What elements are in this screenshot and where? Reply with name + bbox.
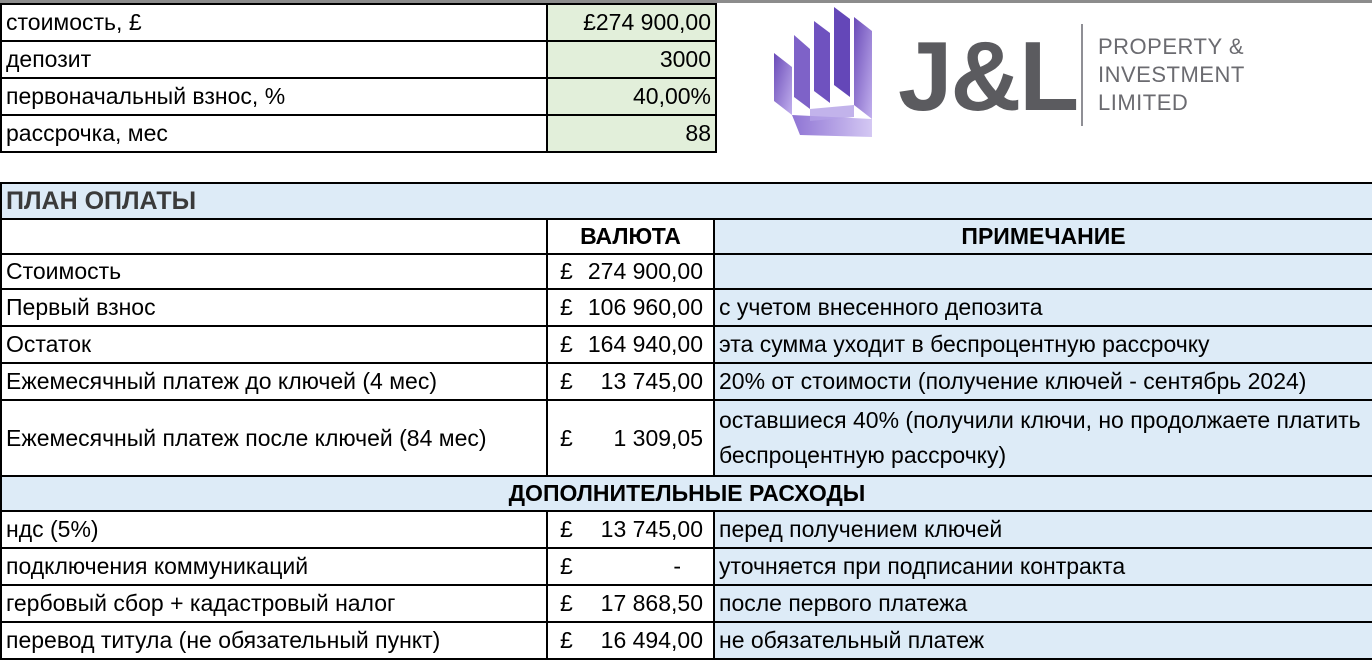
summary-label[interactable]: рассрочка, мес xyxy=(1,115,547,152)
currency-amount: 13 745,00 xyxy=(600,368,703,394)
row-label[interactable]: ндс (5%) xyxy=(1,511,547,548)
currency-amount: 106 960,00 xyxy=(587,294,703,320)
row-label[interactable]: Ежемесячный платеж до ключей (4 мес) xyxy=(1,363,547,400)
summary-label[interactable]: депозит xyxy=(1,41,547,78)
note-cell[interactable]: эта сумма уходит в беспроцентную рассрочку xyxy=(714,326,1372,363)
currency-cell[interactable] xyxy=(547,400,714,476)
currency-symbol: £ xyxy=(560,331,573,357)
summary-label[interactable]: первоначальный взнос, % xyxy=(1,78,547,115)
table-row xyxy=(1,289,1372,326)
section-title-row xyxy=(1,476,1372,511)
table-row xyxy=(1,326,1372,363)
row-label[interactable]: перевод титула (не обязательный пункт) xyxy=(1,622,547,659)
table-row xyxy=(1,78,716,115)
currency-symbol: £ xyxy=(560,627,573,653)
currency-amount: 274 900,00 xyxy=(587,258,703,284)
logo-company-name xyxy=(1098,33,1245,117)
currency-cell[interactable] xyxy=(547,622,714,659)
currency-cell[interactable] xyxy=(547,326,714,363)
currency-cell[interactable] xyxy=(547,254,714,289)
row-label[interactable]: Остаток xyxy=(1,326,547,363)
note-cell[interactable]: оставшиеся 40% (получили ключи, но продолжаете платить беспроцентную рассрочку) xyxy=(714,400,1372,476)
currency-amount: 16 494,00 xyxy=(600,627,703,653)
currency-amount: 1 309,05 xyxy=(613,424,703,451)
table-header-row xyxy=(1,219,1372,254)
logo-building-icon xyxy=(770,5,882,140)
note-cell[interactable]: с учетом внесенного депозита xyxy=(714,289,1372,326)
logo-line-2: INVESTMENT xyxy=(1098,62,1245,87)
row-label[interactable]: Ежемесячный платеж после ключей (84 мес) xyxy=(1,400,547,476)
summary-label[interactable]: стоимость, £ xyxy=(1,4,547,41)
logo-line-1: PROPERTY & xyxy=(1098,34,1245,59)
currency-amount: - xyxy=(673,553,681,579)
logo-divider xyxy=(1081,24,1083,126)
currency-symbol: £ xyxy=(560,424,573,451)
row-label[interactable]: гербовый сбор + кадастровый налог xyxy=(1,585,547,622)
header-empty-cell[interactable] xyxy=(1,219,547,254)
currency-symbol: £ xyxy=(560,258,573,284)
currency-amount: 164 940,00 xyxy=(587,331,703,357)
note-cell[interactable]: перед получением ключей xyxy=(714,511,1372,548)
note-cell[interactable]: после первого платежа xyxy=(714,585,1372,622)
currency-cell[interactable] xyxy=(547,363,714,400)
column-header-note[interactable]: ПРИМЕЧАНИЕ xyxy=(714,219,1372,254)
note-cell[interactable] xyxy=(714,254,1372,289)
summary-value[interactable]: 40,00% xyxy=(547,78,716,115)
row-label[interactable]: Первый взнос xyxy=(1,289,547,326)
table-row xyxy=(1,400,1372,476)
summary-value[interactable]: £274 900,00 xyxy=(547,4,716,41)
table-row xyxy=(1,254,1372,289)
table-row xyxy=(1,363,1372,400)
summary-value[interactable]: 3000 xyxy=(547,41,716,78)
row-label[interactable]: подключения коммуникаций xyxy=(1,548,547,585)
row-label[interactable]: Стоимость xyxy=(1,254,547,289)
table-row xyxy=(1,511,1372,548)
currency-cell[interactable] xyxy=(547,289,714,326)
currency-cell[interactable] xyxy=(547,548,714,585)
currency-amount: 17 868,50 xyxy=(600,590,703,616)
extra-expenses-title[interactable]: ДОПОЛНИТЕЛЬНЫЕ РАСХОДЫ xyxy=(1,476,1372,511)
currency-symbol: £ xyxy=(560,516,573,542)
table-row xyxy=(1,622,1372,659)
note-cell[interactable]: 20% от стоимости (получение ключей - сентябрь 2024) xyxy=(714,363,1372,400)
currency-symbol: £ xyxy=(560,294,573,320)
currency-symbol: £ xyxy=(560,553,573,579)
currency-symbol: £ xyxy=(560,368,573,394)
logo-line-3: LIMITED xyxy=(1098,90,1189,115)
table-row xyxy=(1,4,716,41)
table-title-row xyxy=(1,183,1372,219)
currency-symbol: £ xyxy=(560,590,573,616)
note-cell[interactable]: уточняется при подписании контракта xyxy=(714,548,1372,585)
payment-plan-table xyxy=(0,182,1372,660)
table-row xyxy=(1,585,1372,622)
currency-cell[interactable] xyxy=(547,585,714,622)
currency-cell[interactable] xyxy=(547,511,714,548)
summary-table xyxy=(0,3,717,153)
summary-value[interactable]: 88 xyxy=(547,115,716,152)
currency-amount: 13 745,00 xyxy=(600,516,703,542)
logo-wordmark: J&L xyxy=(898,21,1078,131)
plan-title[interactable]: ПЛАН ОПЛАТЫ xyxy=(1,183,1372,219)
note-cell[interactable]: не обязательный платеж xyxy=(714,622,1372,659)
table-row xyxy=(1,115,716,152)
table-row xyxy=(1,548,1372,585)
column-header-currency[interactable]: ВАЛЮТА xyxy=(547,219,714,254)
table-row xyxy=(1,41,716,78)
company-logo xyxy=(770,5,1270,140)
